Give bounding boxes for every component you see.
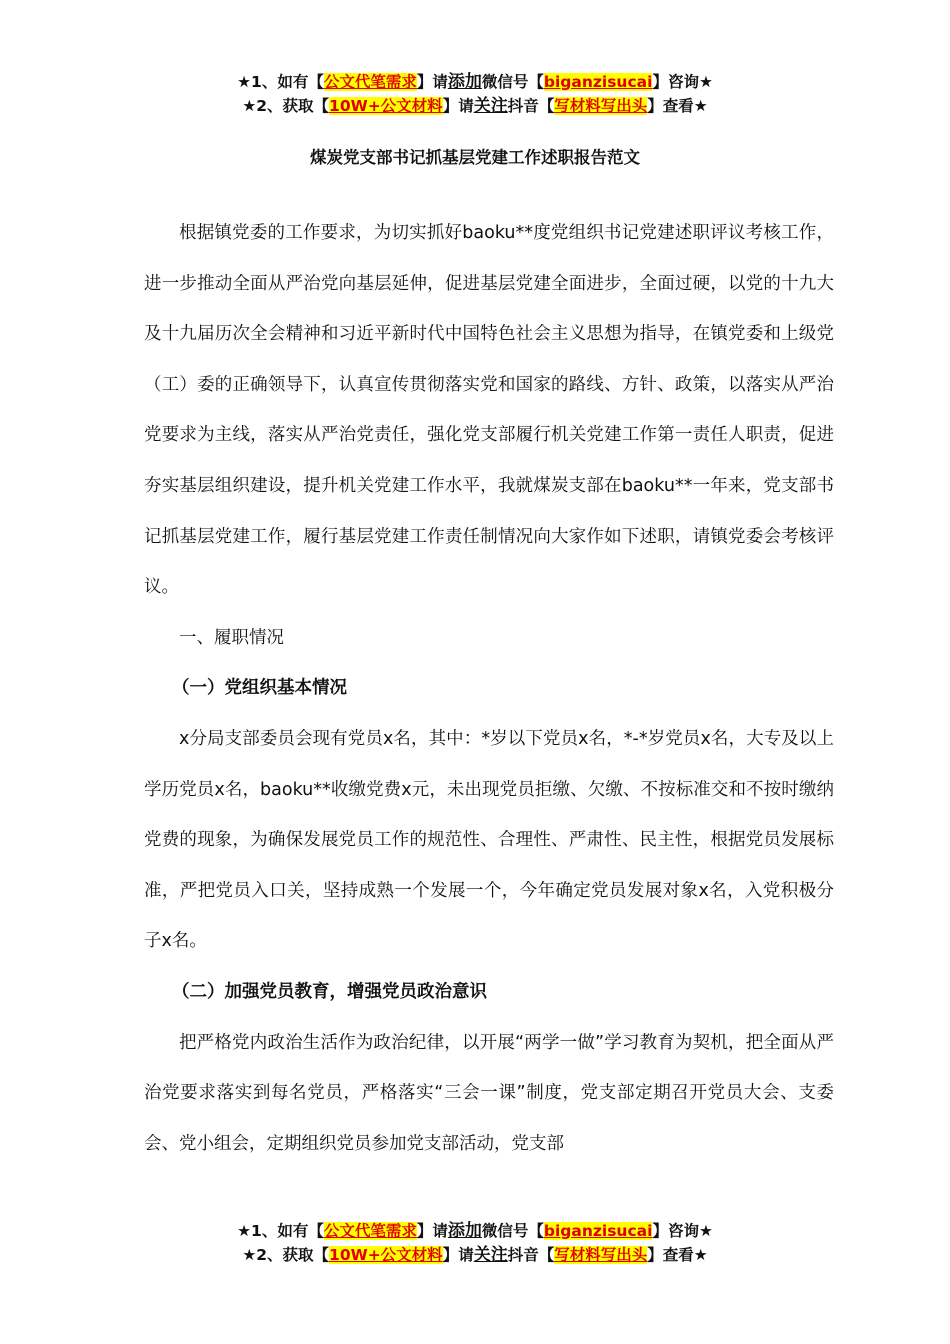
- banner-line-2-mid: 】请: [442, 97, 474, 115]
- banner-line-1-mid: 】请: [416, 1222, 448, 1240]
- banner-line-2-highlight-douyin: 写材料写出头: [554, 97, 648, 115]
- banner-line-2-prefix: ★2、获取【: [242, 1246, 330, 1264]
- banner-line-2-emphasis: 关注: [473, 96, 508, 116]
- banner-line-1: [0, 1219, 950, 1243]
- banner-line-1-suffix: 】咨询★: [652, 73, 713, 91]
- banner-line-2-suffix: 】查看★: [647, 97, 708, 115]
- banner-line-2-suffix: 】查看★: [647, 1246, 708, 1264]
- document-title: 煤炭党支部书记抓基层党建工作述职报告范文: [310, 148, 640, 167]
- body-paragraph: 把严格党内政治生活作为政治纪律，以开展“两学一做”学习教育为契机，把全面从严治党要求落实到每名党员，严格落实“三会一课”制度，党支部定期召开党员大会、支委会、党小组会，定期组织党员参加党支部活动，党支部: [144, 1032, 834, 1154]
- banner-line-2-mid: 】请: [442, 1246, 474, 1264]
- banner-line-1-highlight-service: 公文代笔需求: [323, 73, 417, 91]
- banner-line-2-highlight-materials: 10W+公文材料: [329, 97, 443, 115]
- banner-line-2: [0, 1243, 950, 1267]
- body-paragraph: x分局支部委员会现有党员x名，其中：*岁以下党员x名，*-*岁党员x名，大专及以上学历党员x名，baoku**收缴党费x元，未出现党员拒缴、欠缴、不按标准交和不按时缴纳党费的现象，为确保发展党员工作的规范性、合理性、严肃性、民主性，根据党员发展标准，严把党员入口关，坚持成熟一个发展一个，今年确定党员发展对象x名，入党积极分子x名。: [144, 728, 834, 952]
- banner-line-2-prefix: ★2、获取【: [242, 97, 330, 115]
- banner-line-2-mid2: 抖音【: [507, 1246, 555, 1264]
- banner-line-2: [0, 94, 950, 118]
- banner-line-2-highlight-materials: 10W+公文材料: [329, 1246, 443, 1264]
- section-heading: 一、履职情况: [179, 627, 284, 648]
- banner-line-1-highlight-wechat: biganzisucai: [543, 73, 653, 91]
- banner-line-2-mid2: 抖音【: [507, 97, 555, 115]
- subsection-heading: （二）加强党员教育，增强党员政治意识: [172, 981, 487, 1002]
- banner-line-1-prefix: ★1、如有【: [237, 73, 324, 91]
- banner-line-1-emphasis: 添加: [447, 72, 482, 92]
- banner-line-1-mid: 】请: [416, 73, 448, 91]
- banner-line-1-highlight-service: 公文代笔需求: [323, 1222, 417, 1240]
- banner-line-1-mid2: 微信号【: [481, 1222, 544, 1240]
- banner-line-1: [0, 70, 950, 94]
- subsection-heading: （一）党组织基本情况: [172, 678, 347, 699]
- footer-banner: [0, 1219, 950, 1267]
- body-paragraph: 根据镇党委的工作要求，为切实抓好baoku**度党组织书记党建述职评议考核工作，进一步推动全面从严治党向基层延伸，促进基层党建全面进步，全面过硬，以党的十九大及十九届历次全会精神和习近平新时代中国特色社会主义思想为指导，在镇党委和上级党（工）委的正确领导下，认真宣传贯彻落实党和国家的路线、方针、政策，以落实从严治党要求为主线，落实从严治党责任，强化党支部履行机关党建工作第一责任人职责，促进夯实基层组织建设，提升机关党建工作水平，我就煤炭支部在baoku**一年来，党支部书记抓基层党建工作，履行基层党建工作责任制情况向大家作如下述职，请镇党委会考核评议。: [144, 223, 834, 598]
- banner-line-1-prefix: ★1、如有【: [237, 1222, 324, 1240]
- banner-line-2-highlight-douyin: 写材料写出头: [554, 1246, 648, 1264]
- banner-line-1-highlight-wechat: biganzisucai: [543, 1222, 653, 1240]
- banner-line-1-suffix: 】咨询★: [652, 1222, 713, 1240]
- document-body: [144, 208, 834, 1169]
- banner-line-1-mid2: 微信号【: [481, 73, 544, 91]
- banner-line-1-emphasis: 添加: [447, 1221, 482, 1241]
- banner-line-2-emphasis: 关注: [473, 1245, 508, 1265]
- header-banner: [0, 70, 950, 118]
